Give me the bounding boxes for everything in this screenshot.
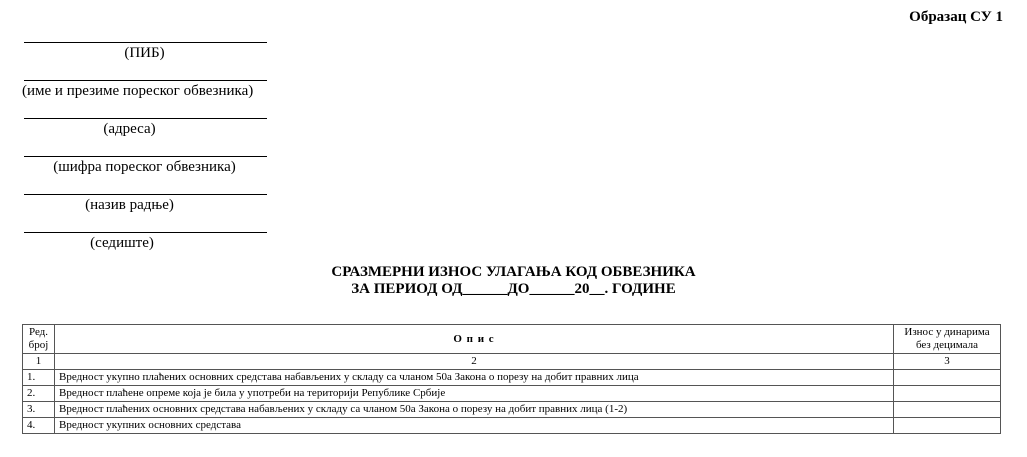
taxpayer-code-field[interactable] [22, 147, 284, 185]
shop-name-line [24, 194, 267, 195]
heading-period: ЗА ПЕРИОД ОД______ДО______20__. ГОДИНЕ [351, 281, 676, 297]
taxpayer-code-line [24, 156, 267, 157]
row-amount[interactable] [894, 418, 1001, 434]
address-caption: (адреса) [103, 121, 156, 137]
taxpayer-fields [22, 33, 284, 261]
seat-field[interactable] [22, 223, 284, 261]
shop-name-caption: (назив радње) [85, 197, 174, 213]
row-num: 1. [23, 370, 55, 386]
row-amount[interactable] [894, 386, 1001, 402]
seat-line [24, 232, 267, 233]
table-header-row [23, 325, 1001, 354]
pib-caption: (ПИБ) [124, 45, 165, 61]
heading-title: СРАЗМЕРНИ ИЗНОС УЛАГАЊА КОД ОБВЕЗНИКА [331, 264, 696, 280]
index-cell: 2 [55, 354, 894, 370]
address-line [24, 118, 267, 119]
header-num: Ред. број [23, 325, 55, 354]
index-cell: 3 [894, 354, 1001, 370]
header-desc: О п и с [55, 325, 894, 354]
pib-field[interactable] [22, 33, 284, 71]
row-amount[interactable] [894, 402, 1001, 418]
table-row [23, 402, 1001, 418]
address-field[interactable] [22, 109, 284, 147]
seat-caption: (седиште) [90, 235, 154, 251]
name-field[interactable] [22, 71, 284, 109]
shop-name-field[interactable] [22, 185, 284, 223]
form-heading [0, 264, 1027, 298]
taxpayer-code-caption: (шифра пореског обвезника) [53, 159, 236, 175]
row-desc: Вредност плаћених основних средстава набављених у складу са чланом 50а Закона о порезу на добит правних лица (1-2) [55, 402, 894, 418]
form-code: Образац СУ 1 [909, 9, 1003, 25]
investment-table [22, 324, 1001, 434]
name-line [24, 80, 267, 81]
table-row [23, 418, 1001, 434]
index-cell: 1 [23, 354, 55, 370]
row-desc: Вредност укупно плаћених основних средстава набављених у складу са чланом 50а Закона о порезу на добит правних лица [55, 370, 894, 386]
row-desc: Вредност укупних основних средстава [55, 418, 894, 434]
table-row [23, 370, 1001, 386]
row-num: 3. [23, 402, 55, 418]
row-amount[interactable] [894, 370, 1001, 386]
table-row [23, 386, 1001, 402]
name-caption: (име и презиме пореског обвезника) [22, 83, 254, 99]
table-index-row [23, 354, 1001, 370]
header-amount: Износ у динарима без децимала [894, 325, 1001, 354]
pib-line [24, 42, 267, 43]
row-desc: Вредност плаћене опреме која је била у употреби на територији Републике Србије [55, 386, 894, 402]
row-num: 2. [23, 386, 55, 402]
row-num: 4. [23, 418, 55, 434]
